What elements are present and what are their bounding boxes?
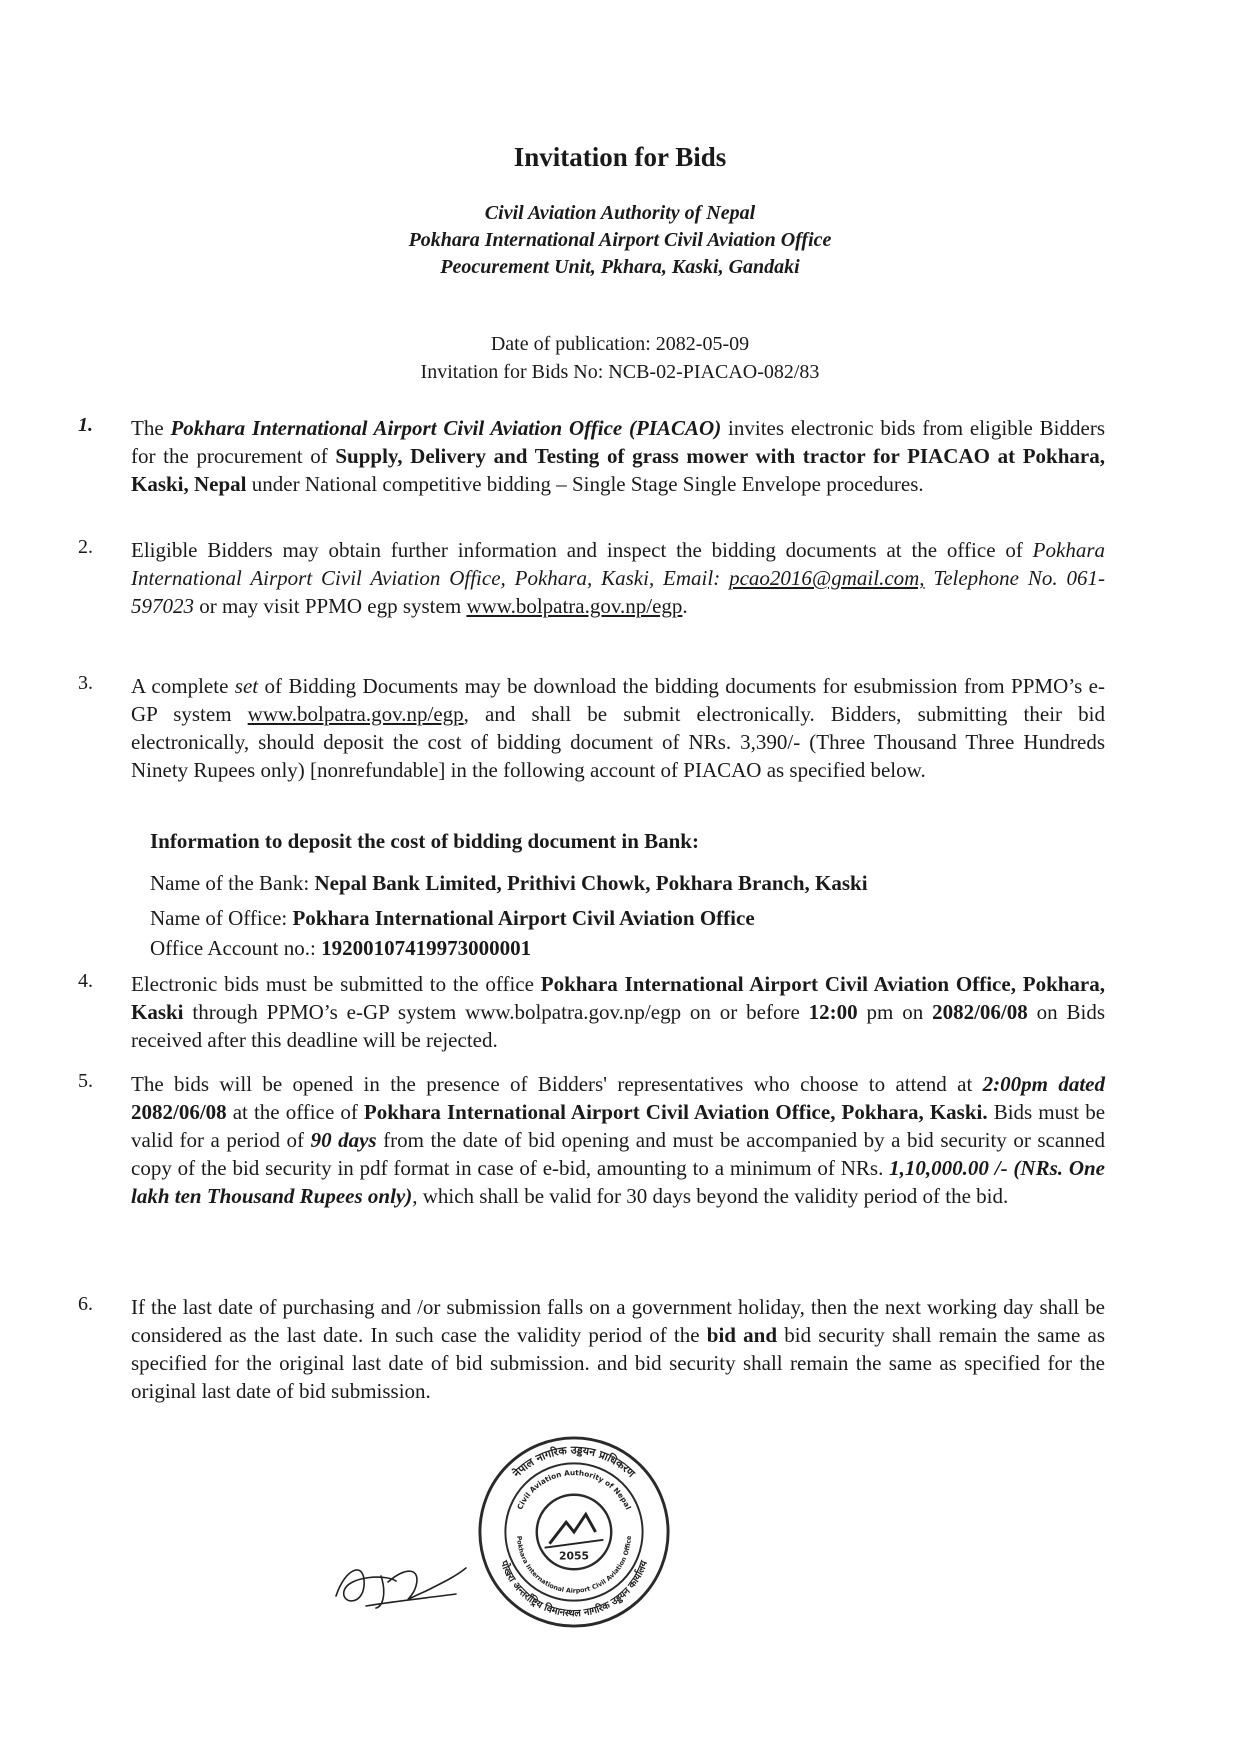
text: Eligible Bidders may obtain further information and inspect the bidding documents at the office of [131,538,1033,562]
text: or may visit PPMO egp system [194,594,467,618]
svg-text:Civil Aviation Authority of Ne [515,1468,633,1511]
office-name-row [150,903,1110,933]
signature-icon [326,1546,476,1616]
issuer-authority: Civil Aviation Authority of Nepal [484,202,756,224]
item-5-paragraph [131,1070,1105,1210]
text: from the date of bid opening and must be accompanied by a bid security or scanned copy of the bid security in pdf format in case of e-bid, amounting to a minimum of NRs. [131,1128,1105,1180]
text: pm on [857,1000,933,1024]
text: Electronic bids must be submitted to the office [131,972,541,996]
item-2-paragraph [131,536,1105,620]
bid-security-amount: 1,10,000.00 /- (NRs. One lakh ten Thousand Rupees only) [131,1156,1105,1208]
seal-text: पोखरा अन्तर्राष्ट्रिय विमानस्थल नागरिक उड्डयन कार्यालय [497,1559,651,1620]
page-title: Invitation for Bids [513,142,727,172]
issuer-office: Pokhara International Airport Civil Aviation Office [408,229,832,251]
text: The [131,416,171,440]
seal-text: नेपाल नागरिक उड्डयन प्राधिकरण [510,1443,638,1480]
item-4-paragraph [131,970,1105,1054]
egp-link[interactable]: www.bolpatra.gov.np/egp [247,702,464,726]
text: of Bidding Documents may be download the bidding documents for esubmission from PPMO’s e-GP system [131,674,1105,726]
item-4-number: 4. [78,970,93,992]
official-seal-icon [476,1434,672,1630]
opening-time: 2:00pm dated [982,1072,1105,1096]
text: A complete [131,674,235,698]
item-6-number: 6. [78,1293,93,1315]
label: Office Account no.: [150,936,322,960]
office-contact: Pokhara International Airport Civil Aviation Office, Pokhara, Kaski, Email: [131,538,1105,590]
office-name: Pokhara International Airport Civil Aviation Office [292,906,755,930]
seal-text: Pokhara International Airport Civil Aviation Office [515,1535,633,1595]
account-number: 19200107419973000001 [321,936,532,960]
emphasis: bid and [706,1323,778,1347]
text: on Bids received after this deadline will be rejected. [131,1000,1106,1052]
issuer-unit: Peocurement Unit, Pkhara, Kaski, Gandaki [440,256,800,278]
office-name: Pokhara International Airport Civil Aviation Office, Pokhara, Kaski [131,972,1105,1024]
emphasis: set [234,674,259,698]
text: under National competitive bidding – Single Stage Single Envelope procedures. [246,472,924,496]
text: , which shall be valid for 30 days beyond the validity period of the bid. [412,1184,1009,1208]
email-link[interactable]: pcao2016@gmail.com, [729,566,925,590]
item-3-paragraph [131,672,1105,784]
item-2-number: 2. [78,536,93,558]
text: The bids will be opened in the presence of Bidders' representatives who choose to attend at [131,1072,983,1096]
deadline-time: 12:00 [808,1000,858,1024]
bid-number: Invitation for Bids No: NCB-02-PIACAO-082/83 [420,361,820,383]
bank-name-row [150,868,1110,898]
text: If the last date of purchasing and /or submission falls on a government holiday, then the next working day shall be considered as the last date. In such case the validity period of the [131,1295,1105,1347]
validity-period: 90 days [310,1128,377,1152]
text: bid security shall remain the same as specified for the original last date of bid submission. and bid security shall remain the same as specified for the original last date of bid submission. [131,1323,1105,1403]
label: Name of the Bank: [150,871,315,895]
label: Name of Office: [150,906,293,930]
bank-name: Nepal Bank Limited, Prithivi Chowk, Pokhara Branch, Kaski [314,871,868,895]
item-1-paragraph [131,414,1105,498]
text: . [682,594,688,618]
seal-year: 2055 [559,1549,589,1563]
item-3-number: 3. [78,672,93,694]
publication-date: Date of publication: 2082-05-09 [490,333,750,355]
text: , and shall be submit electronically. Bidders, submitting their bid electronically, should deposit the cost of bidding document of NRs. 3,390/- (Three Thousand Three Hundreds Ninety Rupees only) [nonrefundable] in the following account of PIACAO as specified below. [131,702,1105,782]
item-1-number: 1. [78,414,93,436]
text: through PPMO’s e-GP system www.bolpatra.gov.np/egp on or before [183,1000,809,1024]
office-name: Pokhara International Airport Civil Aviation Office (PIACAO) [170,416,722,440]
text: at the office of [226,1100,364,1124]
office-name: Pokhara International Airport Civil Aviation Office, Pokhara, Kaski. [363,1100,988,1124]
egp-link[interactable]: www.bolpatra.gov.np/egp [466,594,683,618]
text: Bids must be valid for a period of [131,1100,1106,1152]
deadline-date: 2082/06/08 [932,1000,1028,1024]
item-6-paragraph [131,1293,1105,1405]
item-5-number: 5. [78,1070,93,1092]
seal-text: Civil Aviation Authority of Nepal [515,1468,633,1511]
bank-heading: Information to deposit the cost of bidding document in Bank: [150,829,699,853]
procurement-subject: Supply, Delivery and Testing of grass mower with tractor for PIACAO at Pokhara, Kaski, Nepal [131,444,1105,496]
telephone: Telephone No. 061-597023 [131,566,1105,618]
account-row [150,933,1110,963]
opening-date: 2082/06/08 [131,1100,227,1124]
text: invites electronic bids from eligible Bidders for the procurement of [131,416,1105,468]
